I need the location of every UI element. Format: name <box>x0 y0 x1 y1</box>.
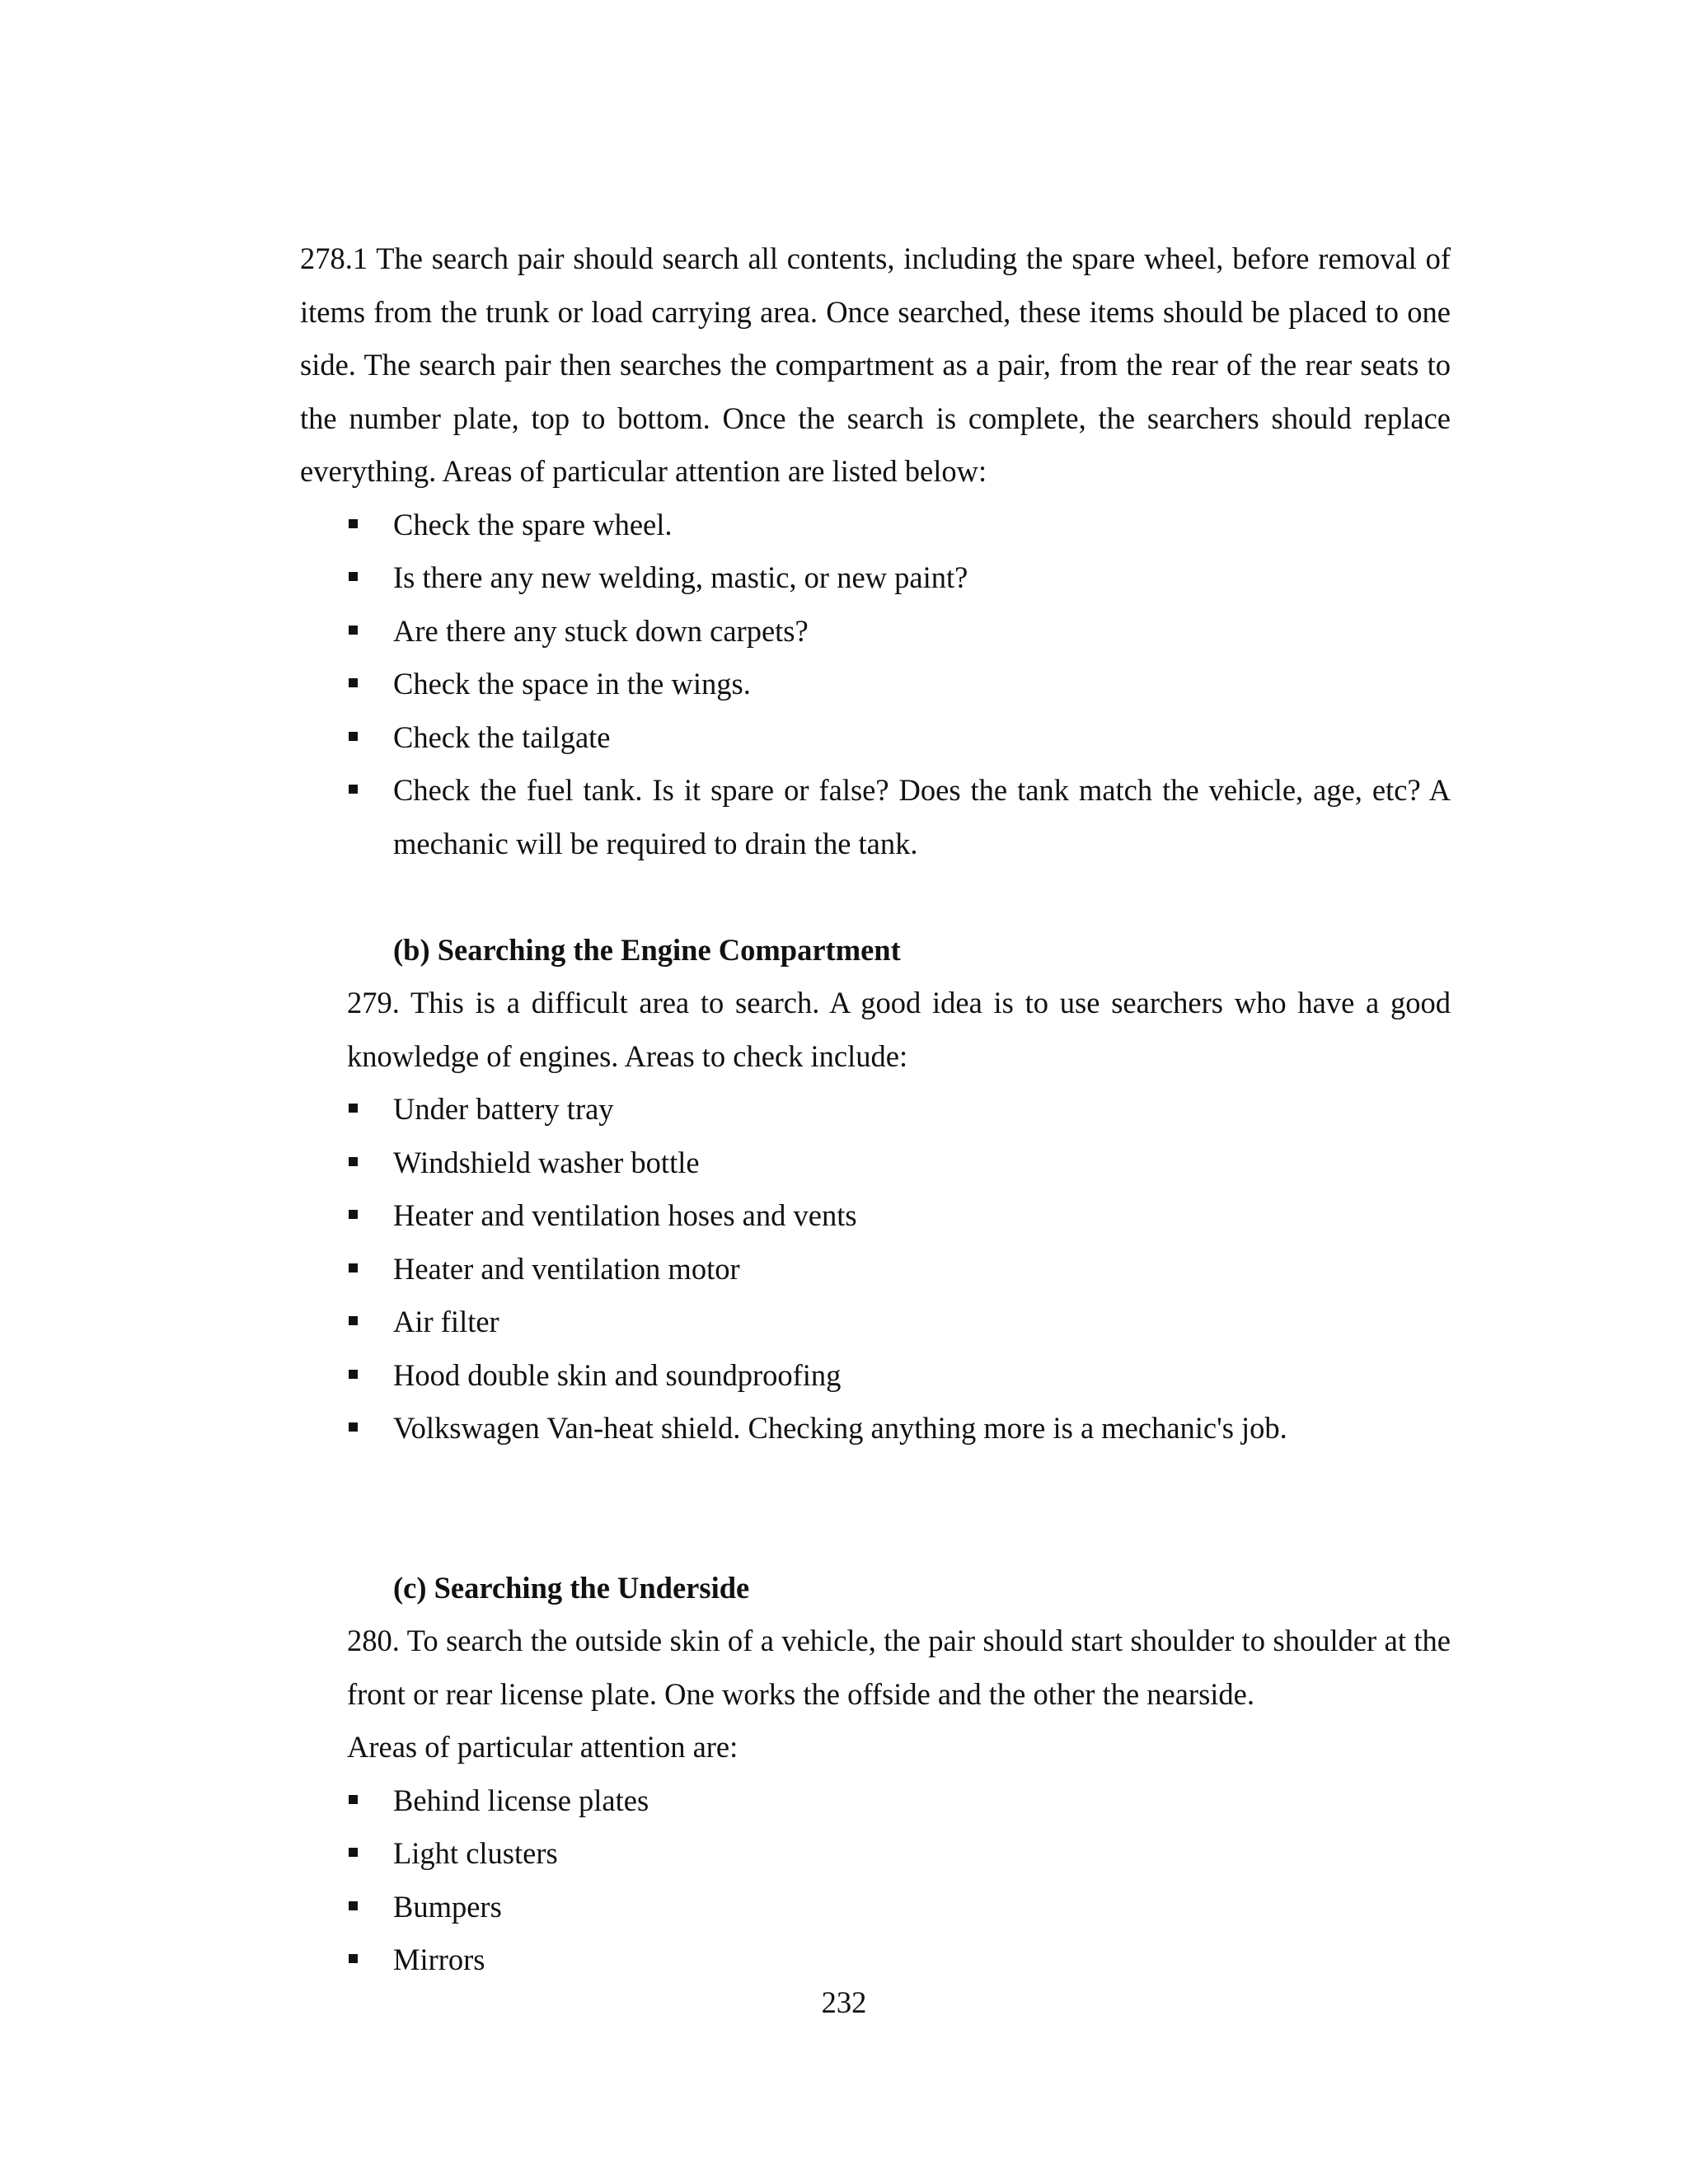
list-item: Are there any stuck down carpets? <box>347 605 1451 658</box>
underside-checklist <box>300 1774 1451 1987</box>
trunk-checklist <box>300 499 1451 871</box>
square-bullet-icon <box>349 1848 358 1857</box>
square-bullet-icon <box>349 1210 358 1219</box>
section-heading-underside: (c) Searching the Underside <box>393 1570 750 1605</box>
paragraph-279: 279. This is a difficult area to search. A good idea is to use searchers who have a good knowledge of engines. Areas to check include: <box>347 986 1451 1073</box>
list-item: Check the spare wheel. <box>347 499 1451 552</box>
list-item: Heater and ventilation hoses and vents <box>347 1189 1451 1243</box>
list-item: Hood double skin and soundproofing <box>347 1349 1451 1403</box>
list-item: Behind license plates <box>347 1774 1451 1828</box>
square-bullet-icon <box>349 1422 358 1432</box>
square-bullet-icon <box>349 626 358 635</box>
list-item: Mirrors <box>347 1933 1451 1987</box>
page-number: 232 <box>821 1985 867 2019</box>
list-item: Check the tailgate <box>347 711 1451 765</box>
spacer <box>300 1455 1451 1562</box>
list-item: Light clusters <box>347 1827 1451 1881</box>
square-bullet-icon <box>349 1263 358 1272</box>
list-item: Heater and ventilation motor <box>347 1243 1451 1296</box>
paragraph-278-1: 278.1 The search pair should search all contents, including the spare wheel, before removal of items from the trunk or load carrying area. Once searched, these items should be placed to one side. The search pair then searches the compartment as a pair, from the rear of the rear seats to the number plate, top to bottom. Once the search is complete, the searchers should replace everything. Areas of particular attention are listed below: <box>300 241 1451 488</box>
list-item: Check the fuel tank. Is it spare or false? Does the tank match the vehicle, age, etc? A mechanic will be required to drain the tank. <box>347 764 1451 870</box>
section-heading-engine: (b) Searching the Engine Compartment <box>393 932 901 967</box>
square-bullet-icon <box>349 1954 358 1963</box>
engine-checklist <box>300 1083 1451 1455</box>
square-bullet-icon <box>349 678 358 687</box>
square-bullet-icon <box>349 1795 358 1804</box>
square-bullet-icon <box>349 1370 358 1379</box>
square-bullet-icon <box>349 572 358 581</box>
list-item: Is there any new welding, mastic, or new paint? <box>347 551 1451 605</box>
square-bullet-icon <box>349 1104 358 1113</box>
list-item: Windshield washer bottle <box>347 1137 1451 1190</box>
page-content <box>300 232 1451 1987</box>
square-bullet-icon <box>349 519 358 528</box>
list-item: Air filter <box>347 1296 1451 1349</box>
list-item: Volkswagen Van-heat shield. Checking anything more is a mechanic's job. <box>347 1402 1451 1455</box>
square-bullet-icon <box>349 1316 358 1325</box>
square-bullet-icon <box>349 785 358 794</box>
square-bullet-icon <box>349 1157 358 1166</box>
square-bullet-icon <box>349 1901 358 1910</box>
list-item: Check the space in the wings. <box>347 658 1451 711</box>
spacer <box>300 870 1451 924</box>
list-item: Under battery tray <box>347 1083 1451 1137</box>
paragraph-280: 280. To search the outside skin of a vehicle, the pair should start shoulder to shoulder at the front or rear license plate. One works the offside and the other the nearside. <box>347 1624 1451 1711</box>
underside-intro: Areas of particular attention are: <box>347 1730 738 1764</box>
list-item: Bumpers <box>347 1881 1451 1934</box>
square-bullet-icon <box>349 732 358 741</box>
